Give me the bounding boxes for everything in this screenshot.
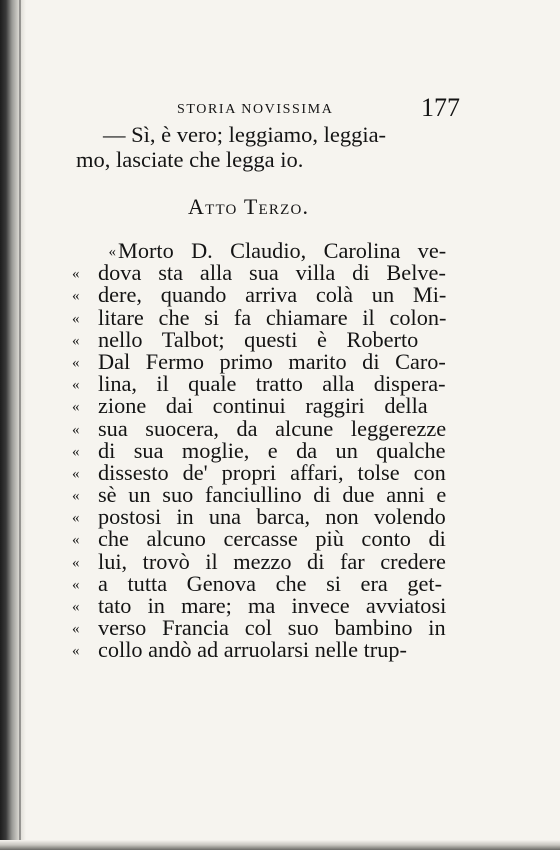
page-bottom-edge (0, 840, 560, 850)
quote-mark: « (72, 532, 80, 549)
text-line-content: Dal Fermo primo marito di Caro- (98, 348, 446, 374)
text-line-content: sua suocera, da alcune leggerezze (98, 415, 447, 441)
text-line-content: dere, quando arriva colà un Mi- (98, 282, 447, 308)
quote-mark: « (108, 244, 116, 260)
text-line (72, 639, 452, 661)
intro-line-2: mo, lasciate che legga io. (76, 147, 304, 172)
text-line (72, 304, 452, 330)
quote-mark: « (72, 599, 80, 615)
text-line (72, 240, 452, 262)
quote-mark: « (72, 621, 80, 638)
quote-mark: « (72, 443, 80, 460)
text-line-content: postosi in una barca, non volendo (98, 504, 446, 530)
text-line (72, 506, 452, 528)
quote-mark: « (72, 576, 80, 593)
quote-mark: « (72, 643, 80, 660)
text-line (72, 373, 452, 395)
text-line (72, 437, 452, 463)
quote-mark: « (72, 554, 80, 571)
text-line-content: sè un suo fanciullino di due anni e (98, 482, 447, 508)
text-line (72, 415, 452, 441)
text-line-content: tato in mare; ma invece avviatosi (98, 593, 447, 618)
text-line-content: litare che si fa chiamare il colon- (98, 304, 447, 330)
quote-mark: « (72, 332, 80, 349)
text-line (72, 459, 452, 485)
quote-mark: « (72, 465, 80, 482)
text-line (72, 262, 452, 284)
text-line (72, 548, 452, 574)
page-header (100, 93, 460, 125)
text-line-content: collo andò ad arruolarsi nelle trup- (98, 637, 407, 663)
text-line-content: verso Francia col suo bambino in (98, 615, 446, 641)
running-head: STORIA NOVISSIMA (177, 102, 334, 117)
text-line (72, 284, 452, 306)
quote-mark: « (72, 510, 80, 527)
text-line-content: di sua moglie, e da un qualche (98, 437, 446, 463)
text-line-content: che alcuno cercasse più conto di (98, 526, 446, 552)
text-line (72, 617, 452, 639)
act-title: Atto Terzo. (188, 194, 310, 219)
quote-mark: « (72, 310, 80, 327)
text-line (72, 595, 452, 617)
text-line-content: dissesto de' propri affari, tolse con (98, 459, 446, 485)
binding-gutter (0, 0, 26, 850)
text-line (72, 570, 452, 596)
quote-mark: « (72, 288, 80, 305)
text-line-content: lina, il quale tratto alla dispera- (98, 371, 446, 397)
binding-line (19, 0, 21, 850)
intro-line-1: — Sì, è vero; leggiamo, leggia- (103, 122, 387, 147)
text-line (72, 484, 452, 506)
quote-mark: « (72, 488, 80, 505)
text-line (72, 395, 452, 417)
text-line (72, 528, 452, 550)
text-line-content: nello Talbot; questi è Roberto (98, 326, 419, 352)
text-line-content: a tutta Genova che si era get- (98, 570, 443, 596)
page-number: 177 (421, 93, 460, 122)
text-line (72, 348, 452, 374)
text-line-content: Morto D. Claudio, Carolina ve- (118, 238, 447, 263)
text-line-content: lui, trovò il mezzo di far credere (98, 548, 446, 574)
quote-mark: « (72, 399, 80, 416)
quoted-passage (72, 240, 452, 662)
text-line-content: zione dai continui raggiri della (98, 393, 428, 419)
quote-mark: « (72, 354, 80, 371)
quote-mark: « (72, 377, 80, 394)
quote-mark: « (72, 266, 80, 283)
quote-mark: « (72, 421, 80, 438)
text-line (72, 326, 452, 352)
text-line-content: dova sta alla sua villa di Belve- (98, 260, 446, 286)
